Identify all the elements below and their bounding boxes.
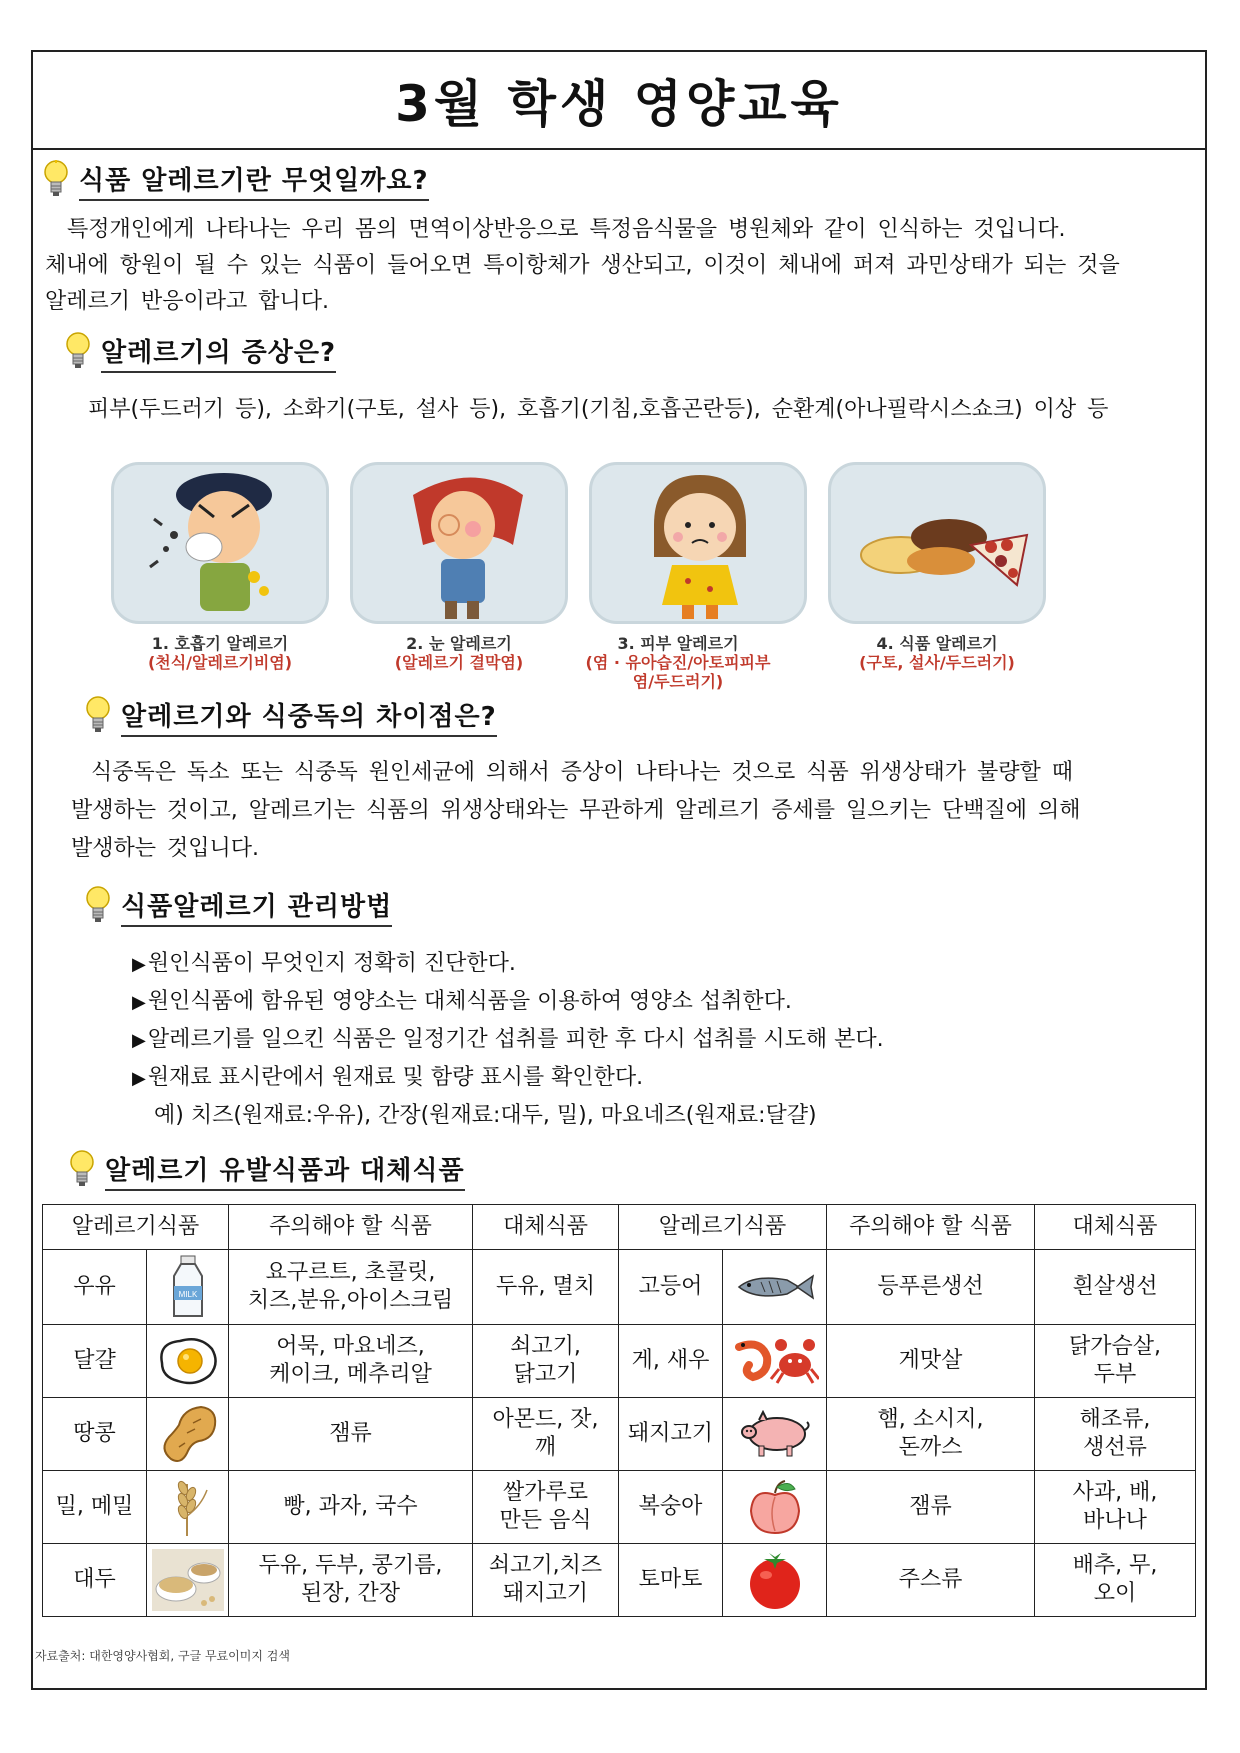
rubbing-eyes-girl-icon	[353, 465, 565, 621]
triangle-bullet-icon: ▶	[132, 954, 146, 975]
food-allergy-panel	[828, 462, 1046, 624]
list-item: ▶알레르기를 일으킨 식품은 일정기간 섭취를 피한 후 다시 섭취를 시도해 본다.	[132, 1021, 884, 1059]
wheat-icon	[163, 1476, 213, 1538]
header-caution-food: 주의해야 할 식품	[229, 1205, 473, 1250]
caution-food-cell: 빵, 과자, 국수	[229, 1471, 473, 1544]
allergy-food-cell: 게, 새우	[619, 1325, 723, 1398]
section2-text	[88, 392, 1108, 428]
shrimp-crab-icon	[731, 1333, 819, 1389]
section2-heading: 알레르기의 증상은?	[101, 332, 336, 373]
skin-allergy-caption	[578, 634, 778, 691]
fish-icon	[735, 1272, 815, 1302]
table-row	[43, 1544, 1196, 1617]
section1-text	[45, 212, 1120, 320]
caption-title: 3. 피부 알레르기	[617, 634, 739, 653]
lightbulb-icon	[83, 884, 113, 928]
caption-sub: (구토, 설사/두드러기)	[859, 653, 1015, 672]
svg-text:MILK: MILK	[178, 1290, 197, 1299]
caption-sub: (천식/알레르기비염)	[147, 653, 293, 672]
caution-food-cell: 어묵, 마요네즈, 케이크, 메추리알	[229, 1325, 473, 1398]
allergy-food-cell: 고등어	[619, 1250, 723, 1325]
header-substitute-food: 대체식품	[1035, 1205, 1196, 1250]
heading-substitute-foods	[67, 1148, 465, 1192]
lightbulb-icon	[63, 330, 93, 374]
section1-line-3: 알레르기 반응이라고 합니다.	[45, 289, 330, 314]
substitute-food-cell: 쇠고기, 닭고기	[473, 1325, 619, 1398]
allergy-food-cell: 토마토	[619, 1544, 723, 1617]
food-image-cell	[723, 1471, 827, 1544]
respiratory-allergy-panel	[111, 462, 329, 624]
allergy-food-cell: 대두	[43, 1544, 147, 1617]
lightbulb-icon	[83, 694, 113, 738]
substitute-food-cell: 해조류, 생선류	[1035, 1398, 1196, 1471]
header-allergy-food: 알레르기식품	[43, 1205, 229, 1250]
caution-food-cell: 요구르트, 초콜릿, 치즈,분유,아이스크림	[229, 1250, 473, 1325]
eye-allergy-caption	[339, 634, 579, 672]
itchy-girl-icon	[592, 465, 804, 621]
triangle-bullet-icon: ▶	[132, 992, 146, 1013]
food-allergy-caption	[817, 634, 1057, 672]
skin-allergy-panel	[589, 462, 807, 624]
food-image-cell	[723, 1398, 827, 1471]
heading-management	[83, 884, 392, 928]
heading-difference	[83, 694, 497, 738]
title-box	[33, 52, 1205, 150]
food-image-cell	[147, 1544, 229, 1617]
section1-heading: 식품 알레르기란 무엇일까요?	[79, 160, 429, 201]
section3-text	[71, 754, 1081, 868]
heading-symptoms	[63, 330, 336, 374]
section1-line-1: 특정개인에게 나타나는 우리 몸의 면역이상반응으로 특정음식물을 병원체와 같이 인식하는 것입니다.	[67, 217, 1066, 242]
list-item: ▶원재료 표시란에서 원재료 및 함량 표시를 확인한다.	[132, 1059, 884, 1097]
page-title: 3월 학생 영양교육	[395, 75, 843, 133]
management-list	[132, 945, 884, 1134]
substitute-food-cell: 아몬드, 잣, 깨	[473, 1398, 619, 1471]
header-caution-food: 주의해야 할 식품	[827, 1205, 1035, 1250]
milk-bottle-icon	[168, 1254, 208, 1320]
table-row	[43, 1471, 1196, 1544]
food-image-cell	[147, 1471, 229, 1544]
food-image-cell	[723, 1325, 827, 1398]
caution-food-cell: 등푸른생선	[827, 1250, 1035, 1325]
allergy-food-cell: 우유	[43, 1250, 147, 1325]
sneezing-boy-icon	[114, 465, 326, 621]
substitute-food-cell: 사과, 배, 바나나	[1035, 1471, 1196, 1544]
allergy-food-cell: 밀, 메밀	[43, 1471, 147, 1544]
caption-title: 1. 호흡기 알레르기	[151, 634, 289, 653]
caution-food-cell: 잼류	[827, 1471, 1035, 1544]
caption-sub: (알레르기 결막염)	[394, 653, 524, 672]
substitute-food-cell: 쇠고기,치즈 돼지고기	[473, 1544, 619, 1617]
page-frame	[31, 50, 1207, 1690]
caution-food-cell: 두유, 두부, 콩기름, 된장, 간장	[229, 1544, 473, 1617]
soybean-icon	[152, 1549, 224, 1611]
symptoms-line: 피부(두드러기 등), 소화기(구토, 설사 등), 호흡기(기침,호흡곤란등), 순환계(아나필락시스쇼크) 이상 등	[88, 397, 1109, 422]
food-image-cell	[147, 1398, 229, 1471]
table-row	[43, 1398, 1196, 1471]
caption-sub: (염 · 유아습진/아토피피부염/두드러기)	[585, 653, 771, 691]
substitute-food-cell: 흰살생선	[1035, 1250, 1196, 1325]
section1-line-2: 체내에 항원이 될 수 있는 식품이 들어오면 특이항체가 생산되고, 이것이 체내에 퍼져 과민상태가 되는 것을	[45, 253, 1120, 278]
food-image-cell	[147, 1250, 229, 1325]
substitute-food-cell: 닭가슴살, 두부	[1035, 1325, 1196, 1398]
table-row	[43, 1325, 1196, 1398]
peach-icon	[747, 1477, 803, 1537]
caption-title: 2. 눈 알레르기	[406, 634, 512, 653]
peanut-icon	[157, 1403, 219, 1465]
tomato-icon	[744, 1549, 806, 1611]
allergy-food-cell: 돼지고기	[619, 1398, 723, 1471]
section3-heading: 알레르기와 식중독의 차이점은?	[121, 696, 497, 737]
section3-line-3: 발생하는 것입니다.	[71, 836, 260, 861]
food-image-cell	[723, 1250, 827, 1325]
triangle-bullet-icon: ▶	[132, 1068, 146, 1089]
example-line: 예) 치즈(원재료:우유), 간장(원재료:대두, 밀), 마요네즈(원재료:달걀)	[154, 1103, 817, 1128]
caution-food-cell: 주스류	[827, 1544, 1035, 1617]
source-note: 자료출처: 대한영양사협회, 구글 무료이미지 검색	[35, 1649, 290, 1663]
section4-heading: 식품알레르기 관리방법	[121, 886, 392, 927]
caution-food-cell: 잼류	[229, 1398, 473, 1471]
section5-heading: 알레르기 유발식품과 대체식품	[105, 1150, 465, 1191]
heading-what-is-allergy	[41, 158, 429, 202]
allergy-substitute-table	[42, 1204, 1196, 1617]
eye-allergy-panel	[350, 462, 568, 624]
lightbulb-icon	[41, 158, 71, 202]
allergy-food-cell: 땅콩	[43, 1398, 147, 1471]
food-image-cell	[723, 1544, 827, 1617]
substitute-food-cell: 배추, 무, 오이	[1035, 1544, 1196, 1617]
respiratory-allergy-caption	[100, 634, 340, 672]
fried-egg-icon	[156, 1335, 220, 1387]
caution-food-cell: 햄, 소시지, 돈까스	[827, 1398, 1035, 1471]
caption-title: 4. 식품 알레르기	[876, 634, 998, 653]
list-item: ▶원인식품에 함유된 영양소는 대체식품을 이용하여 영양소 섭취한다.	[132, 983, 884, 1021]
table-row	[43, 1250, 1196, 1325]
header-substitute-food: 대체식품	[473, 1205, 619, 1250]
caution-food-cell: 게맛살	[827, 1325, 1035, 1398]
list-item: ▶원인식품이 무엇인지 정확히 진단한다.	[132, 945, 884, 983]
lightbulb-icon	[67, 1148, 97, 1192]
allergy-food-cell: 복숭아	[619, 1471, 723, 1544]
allergy-food-cell: 달걀	[43, 1325, 147, 1398]
section3-line-2: 발생하는 것이고, 알레르기는 식품의 위생상태와는 무관하게 알레르기 증세를 일으키는 단백질에 의해	[71, 798, 1081, 823]
food-plate-icon	[831, 465, 1043, 621]
food-image-cell	[147, 1325, 229, 1398]
substitute-food-cell: 쌀가루로 만든 음식	[473, 1471, 619, 1544]
header-allergy-food: 알레르기식품	[619, 1205, 827, 1250]
pig-icon	[739, 1410, 811, 1458]
triangle-bullet-icon: ▶	[132, 1030, 146, 1051]
section3-line-1: 식중독은 독소 또는 식중독 원인세균에 의해서 증상이 나타나는 것으로 식품 위생상태가 불량할 때	[91, 760, 1074, 785]
substitute-food-cell: 두유, 멸치	[473, 1250, 619, 1325]
table-header-row	[43, 1205, 1196, 1250]
